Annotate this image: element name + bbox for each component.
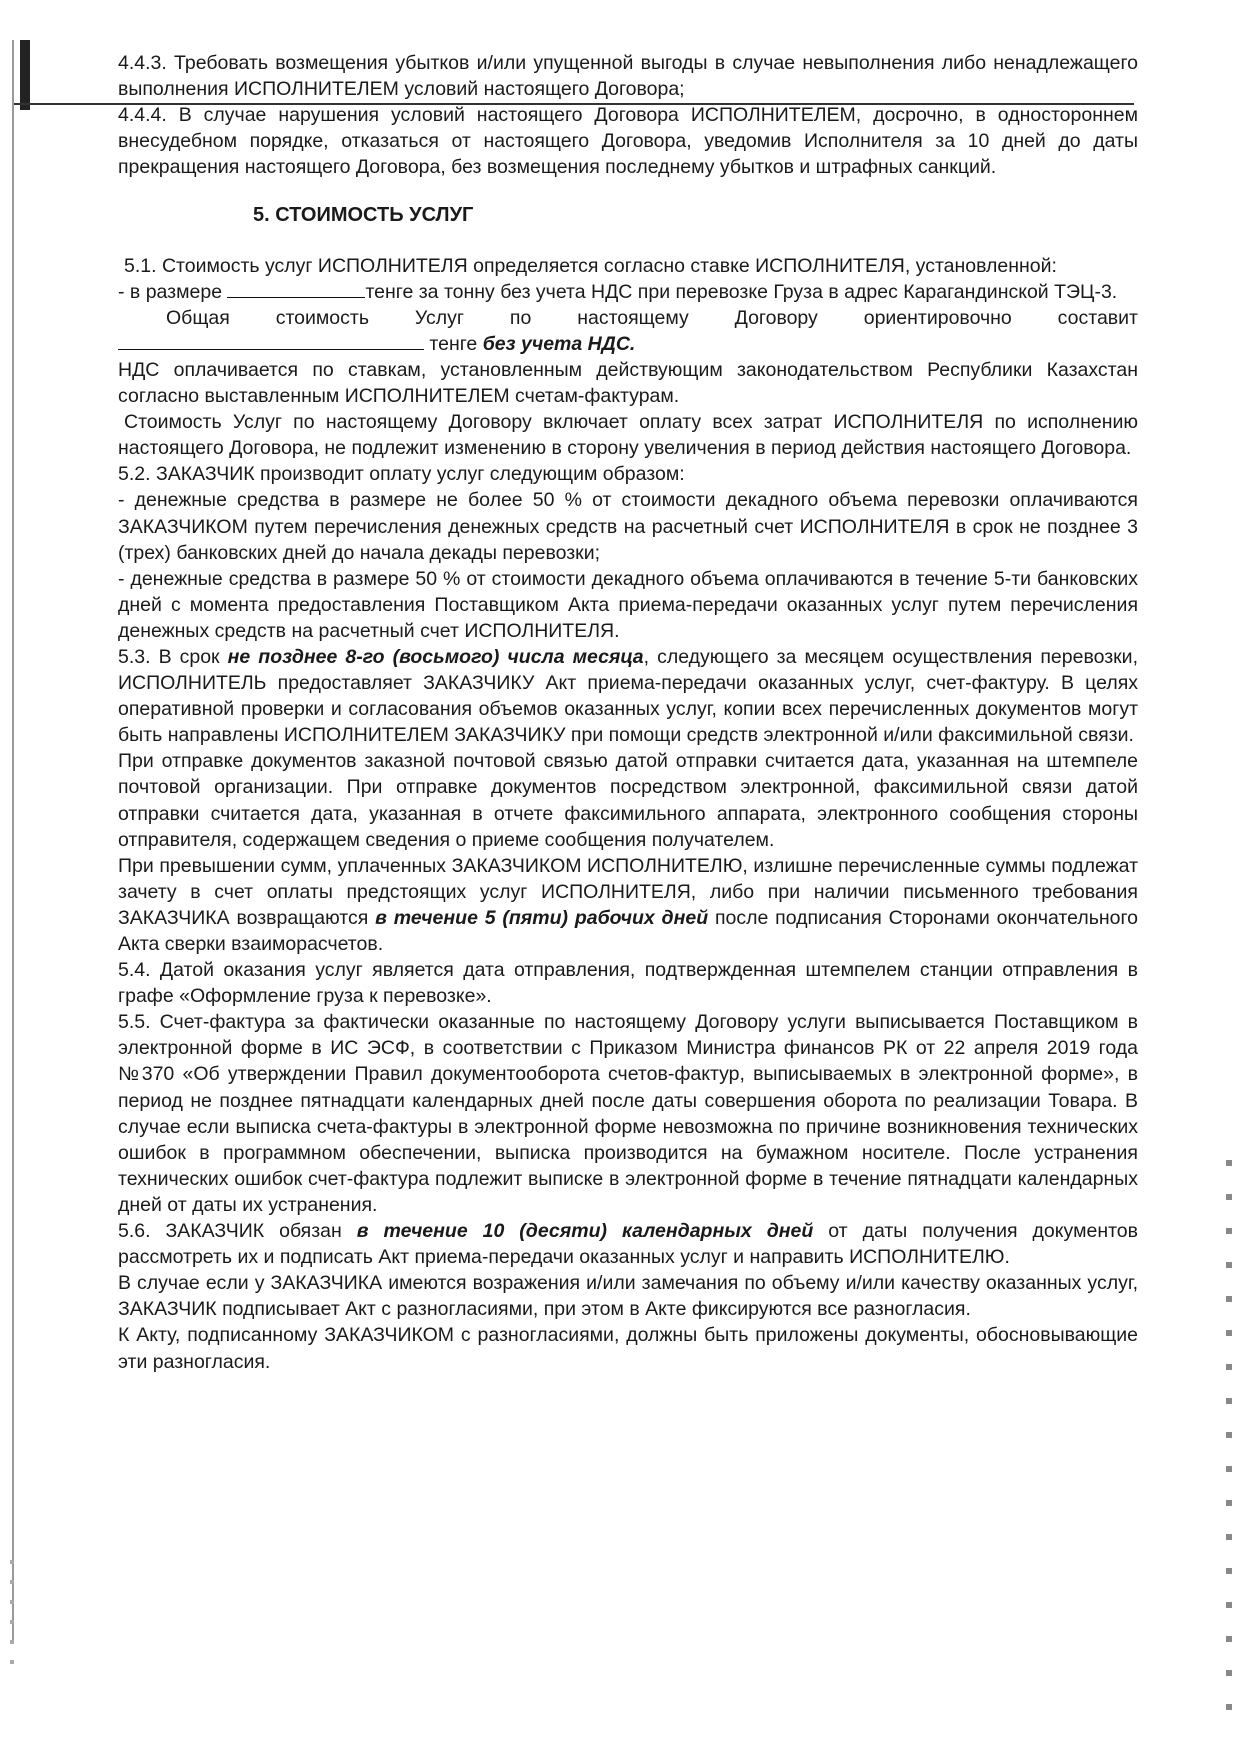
clause-5-1-rate (118, 279, 1138, 305)
total-word: составит (1057, 306, 1138, 329)
clause-5-1: 5.1. Стоимость услуг ИСПОЛНИТЕЛЯ определяется согласно ставке ИСПОЛНИТЕЛЯ, установленной: (124, 254, 1057, 277)
clause-5-6-deadline: в течение 10 (десяти) календарных дней (356, 1220, 814, 1243)
rate-prefix: - в размере (118, 280, 223, 303)
vat-paragraph: НДС оплачивается по ставкам, установленным действующим законодательством Республики Казахстан согласно выставленным ИСПОЛНИТЕЛЕМ счетам-фактурам. (118, 358, 1138, 408)
clause-5-3-deadline: не позднее 8-го (восьмого) числа месяца (227, 645, 644, 668)
clause-5-6-lead: 5.6. ЗАКАЗЧИК обязан (118, 1220, 342, 1243)
total-cost-amount (118, 331, 1138, 357)
clause-5-2: 5.2. ЗАКАЗЧИК производит оплату услуг следующим образом: (118, 463, 685, 486)
rate-suffix: тенге за тонну без учета НДС при перевозке Груза в адрес Карагандинской ТЭЦ-3. (365, 280, 1118, 303)
total-word: стоимость (275, 306, 369, 329)
binding-edge-line (12, 40, 14, 1640)
total-word: Услуг (414, 306, 464, 329)
total-word: настоящему (577, 306, 689, 329)
excess-paragraph (118, 853, 1138, 957)
clause-5-4: 5.4. Датой оказания услуг является дата отправления, подтвержденная штемпелем станции отправления в графе «Оформление груза к перевозке». (118, 959, 1138, 1008)
section-title: 5. СТОИМОСТЬ УСЛУГ (253, 204, 474, 227)
total-word: Договору (734, 306, 818, 329)
clause-4-4-4: 4.4.4. В случае нарушения условий настоящего Договора ИСПОЛНИТЕЛЕМ, досрочно, в одностороннем внесудебном порядке, отказаться от настоящего Договора, уведомив Исполнителя за 10 дней до даты прекращения настоящего Договора, без возмещения последнему убытков и штрафных санкций. (118, 104, 1138, 179)
excess-deadline: в течение 5 (пяти) рабочих дней (375, 906, 709, 929)
dispatch-paragraph: При отправке документов заказной почтовой связью датой отправки считается дата, указанная на штемпеле почтовой организации. При отправке документов посредством электронной, факсимильной связи датой отправки считается дата, указанная в отчете факсимильного аппарата, электронного сообщения стороны отправителя, содержащем сведения о приеме сообщения получателем. (118, 750, 1138, 851)
clause-5-3-body: , следующего за месяцем осуществления перевозки, ИСПОЛНИТЕЛЬ предоставляет ЗАКАЗЧИКУ Акт приема-передачи оказанных услуг, счет-фактуру. В целях оперативной проверки и согласования объемов оказанных услуг, копии всех перечисленных документов могут быть направлены ИСПОЛНИТЕЛЕМ ЗАКАЗЧИКУ при помощи средств электронной и/или факсимильной связи. (118, 645, 1138, 747)
binding-edge-mark (20, 40, 30, 110)
total-vat-note: без учета НДС. (482, 332, 636, 355)
objections-paragraph: В случае если у ЗАКАЗЧИКА имеются возражения и/или замечания по объему и/или качеству оказанных услуг, ЗАКАЗЧИК подписывает Акт с разногласиями, при этом в Акте фиксируются все разногласия. (118, 1272, 1138, 1321)
clause-5-2-item-a: - денежные средства в размере не более 50 % от стоимости декадного объема перевозки оплачиваются ЗАКАЗЧИКОМ путем перечисления денежных средств на расчетный счет ИСПОЛНИТЕЛЯ в срок не позднее 3 (трех) банковских дней до начала декады перевозки; (118, 489, 1138, 564)
attachments-paragraph: К Акту, подписанному ЗАКАЗЧИКОМ с разногласиями, должны быть приложены документы, обосновывающие эти разногласия. (118, 1324, 1138, 1373)
clause-5-3 (118, 644, 1138, 748)
total-word: ориентировочно (863, 306, 1012, 329)
total-currency: тенге (429, 332, 478, 355)
clause-4-4-3: 4.4.3. Требовать возмещения убытков и/или упущенной выгоды в случае невыполнения либо ненадлежащего выполнения ИСПОЛНИТЕЛЕМ условий настоящего Договора; (118, 52, 1138, 101)
total-word: по (509, 306, 532, 329)
clause-5-2-item-b: - денежные средства в размере 50 % от стоимости декадного объема оплачиваются в течение 5-ти банковских дней с момента предоставления Поставщиком Акта приема-передачи оказанных услуг путем перечисления денежных средств на расчетный счет ИСПОЛНИТЕЛЯ. (118, 567, 1138, 642)
excess-lead: При превышении сумм, уплаченных ЗАКАЗЧИКОМ ИСПОЛНИТЕЛЮ, излишне перечисленные суммы подлежат зачету в счет оплаты предстоящих услуг ИСПОЛНИТЕЛЯ, либо при наличии письменного требования ЗАКАЗЧИКА возвращаются (118, 854, 1138, 929)
total-cost-line (118, 305, 1138, 331)
clause-5-6-body: от даты получения документов рассмотреть их и подписать Акт приема-передачи оказанных услуг и направить ИСПОЛНИТЕЛЮ. (118, 1220, 1138, 1269)
cost-includes-paragraph: Стоимость Услуг по настоящему Договору включает оплату всех затрат ИСПОЛНИТЕЛЯ по исполнению настоящего Договора, не подлежит изменению в сторону увеличения в период действия настоящего Договора. (118, 411, 1138, 460)
total-blank-field[interactable] (118, 349, 424, 350)
document-body (118, 50, 1138, 1375)
clause-5-3-lead: 5.3. В срок (118, 645, 220, 668)
excess-tail: после подписания Сторонами окончательного Акта сверки взаиморасчетов. (118, 906, 1138, 955)
scan-edge-marks-left (10, 1560, 14, 1680)
clause-5-5: 5.5. Счет-фактура за фактически оказанные по настоящему Договору услуги выписывается Поставщиком в электронной форме в ИС ЭСФ, в соответствии с Приказом Министра финансов РК от 22 апреля 2019 года №370 «Об утверждении Правил документооборота счетов-фактур, выписываемых в электронной форме», в период не позднее пятнадцати календарных дней после даты совершения оборота по реализации Товара. В случае если выписка счета-фактуры в электронной форме невозможна по причине возникновения технических ошибок в программном обеспечении, выписка производится на бумажном носителе. После устранения технических ошибок счет-фактура подлежит выписке в электронной форме в течение пятнадцати календарных дней от даты их устранения. (118, 1011, 1138, 1216)
rate-blank-field[interactable] (227, 297, 365, 298)
clause-5-6 (118, 1218, 1138, 1270)
total-word: Общая (166, 306, 230, 329)
scan-edge-marks-right (1226, 1160, 1232, 1720)
